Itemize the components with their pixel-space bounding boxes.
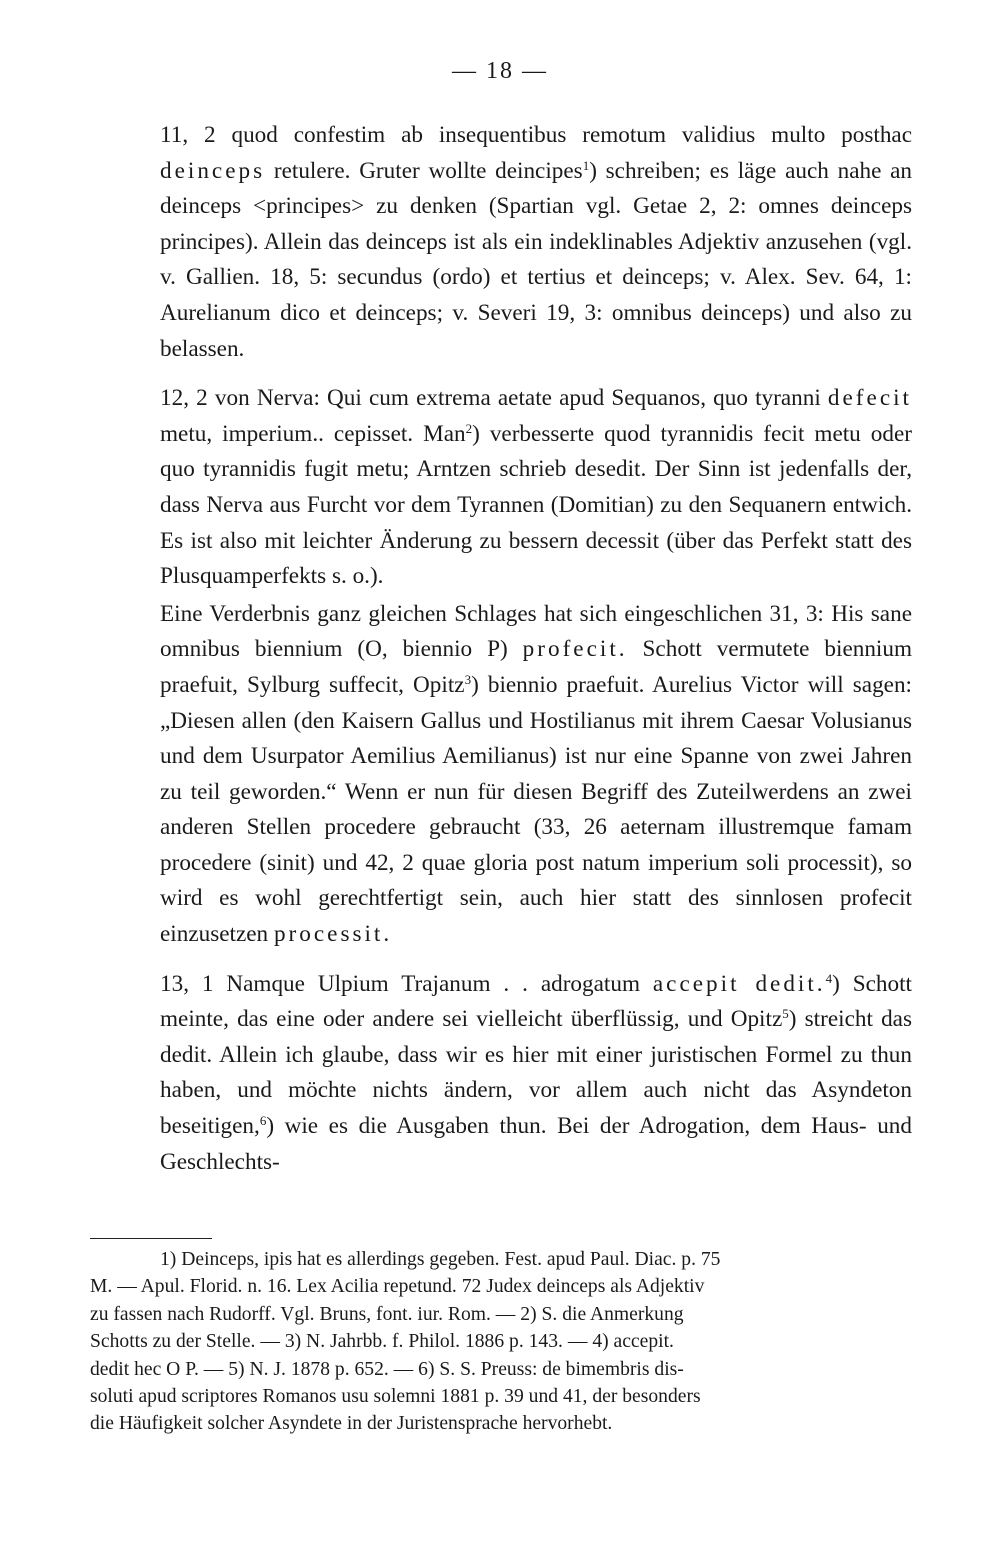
footnote-line: Schotts zu der Stelle. — 3) N. Jahrbb. f. Philol. 1886 p. 143. — 4) accepit. (90, 1331, 674, 1353)
text-run: Schott vermutete biennium praefuit, Sylburg suffecit, Opitz (160, 636, 912, 698)
spaced-word: deinceps (160, 157, 266, 184)
paragraph-13-1 (90, 967, 912, 1181)
text-run: 13, 1 Namque Ulpium Trajanum . . adrogatum (160, 970, 653, 997)
paragraph-12-2 (90, 381, 912, 595)
main-text (90, 118, 912, 1180)
text-run: ) biennio praefuit. Aurelius Victor will sagen: „Diesen allen (den Kaisern Gallus und Hostilianus mit ihrem Caesar Volusianus und dem Usurpator Aemilius Aemilianus) ist nur eine Spanne von zwei Jahren zu teil geworden.“ Wenn er nun für diesen Begriff des Zuteilwerdens an zwei anderen Stellen procedere gebraucht (33, 26 aeternam illustremque famam procedere (sinit) und 42, 2 quae gloria post natum imperium soli processit), so wird es wohl gerechtfertigt sein, auch hier statt des sinnlosen profecit einzusetzen (160, 671, 912, 948)
text-run: Eine Verderbnis ganz gleichen Schlages hat sich eingeschlichen 31, 3: His sane omnibus biennium (O, biennio P) (160, 600, 912, 663)
spaced-word: processit. (273, 921, 393, 948)
footnote-line: soluti apud scriptores Romanos usu solemni 1881 p. 39 und 41, der besonders (90, 1386, 701, 1408)
footnote-ref-2: 2 (465, 420, 473, 436)
spaced-word: accepit dedit. (652, 970, 826, 997)
footnote-divider (90, 1238, 212, 1239)
paragraph-31-3 (90, 597, 912, 953)
text-run: 11, 2 (160, 122, 216, 148)
footnote-line: die Häufigkeit solcher Asyndete in der Juristensprache hervorhebt. (90, 1413, 613, 1435)
footnote-ref-6: 6 (259, 1113, 267, 1129)
text-run: quod confestim ab insequentibus remotum validius multo posthac (215, 122, 913, 148)
footnote-ref-3: 3 (464, 671, 472, 687)
footnote-line: zu fassen nach Rudorff. Vgl. Bruns, font. iur. Rom. — 2) S. die Anmerkung (90, 1303, 684, 1325)
spaced-word: profecit. (522, 636, 628, 663)
text-run: retulere. Gruter wollte deincipes (265, 157, 583, 184)
text-run: ) streicht das dedit. Allein ich glaube, dass wir es hier mit einer juristischen Formel zu thun haben, und möchte nichts ändern, vor allem auch nicht das Asyndeton beseitigen, (160, 1006, 912, 1140)
text-run: ) wie es die Ausgaben thun. Bei der Adrogation, dem Haus- und Geschlechts- (160, 1113, 912, 1175)
page-number: — 18 — (452, 58, 548, 84)
footnote-line: dedit hec O P. — 5) N. J. 1878 p. 652. — 6) S. S. Preuss: de bimembris dis- (90, 1358, 684, 1380)
text-run: ) verbesserte quod tyrannidis fecit metu oder quo tyrannidis fugit metu; Arntzen schrieb desedit. Der Sinn ist jedenfalls der, dass Nerva aus Furcht vor dem Tyrannen (Domitian) zu den Sequanern entwich. Es ist also mit leichter Änderung zu bessern decessit (über das Perfekt statt des Plusquamperfekts s. o.). (160, 420, 912, 590)
text-run: metu, imperium.. cepisset. Man (160, 420, 466, 447)
footnotes (90, 1246, 912, 1438)
footnote-line: 1) Deinceps, ipis hat es allerdings gegeben. Fest. apud Paul. Diac. p. 75 (160, 1249, 721, 1270)
footnote-ref-4: 4 (825, 970, 833, 986)
text-run: 12, 2 von Nerva: Qui cum extrema aetate apud Sequanos, quo tyranni (160, 385, 828, 412)
text-run: ) Schott meinte, das eine oder andere sei vielleicht überflüssig, und Opitz (160, 970, 912, 1033)
spaced-word: defecit (827, 385, 912, 412)
footnote-line: M. — Apul. Florid. n. 16. Lex Acilia repetund. 72 Judex deinceps als Adjektiv (90, 1276, 705, 1298)
paragraph-11-2 (90, 118, 912, 367)
footnote-ref-5: 5 (782, 1006, 789, 1022)
text-run: ) schreiben; es läge auch nahe an deinceps <principes> zu denken (Spartian vgl. Getae 2, 2: omnes deinceps principes). Allein das deinceps ist als ein indeklinables Adjektiv anzusehen (vgl. v. Gallien. 18, 5: secundus (ordo) et tertius et deinceps; v. Alex. Sev. 64, 1: Aurelianum dico et deinceps; v. Severi 19, 3: omnibus deinceps) und also zu belassen. (160, 157, 912, 362)
footnote-ref-1: 1 (582, 157, 590, 173)
